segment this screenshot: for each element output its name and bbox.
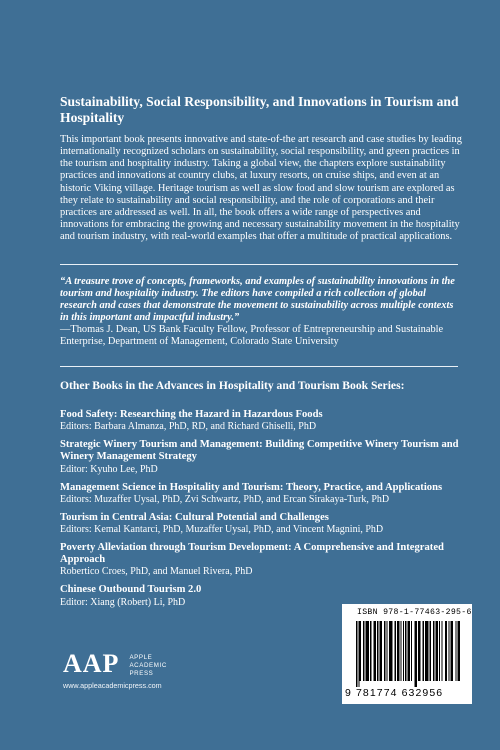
divider-top (60, 264, 458, 265)
endorsement-quote (60, 276, 462, 349)
barcode-bar (415, 621, 416, 687)
barcode-bar (367, 621, 369, 681)
barcode-bar (375, 621, 376, 681)
barcode-bar (403, 621, 404, 681)
publisher-logo-mark (63, 649, 167, 678)
book-item-editors: Editor: Xiang (Robert) Li, PhD (60, 596, 186, 608)
barcode-bar (437, 621, 439, 681)
barcode-bar (458, 621, 460, 681)
publisher-name-line3: PRESS (129, 670, 154, 677)
book-item (60, 542, 462, 578)
book-title: Sustainability, Social Responsibility, and Innovations in Tourism and Hospitality (60, 94, 459, 125)
barcode-bar (380, 621, 381, 681)
endorsement-attribution: —Thomas J. Dean, US Bank Faculty Fellow, Professor of Entrepreneurship and Sustainable Enterprise, Department of Management, Colorado State University (60, 324, 444, 348)
book-item-editors: Editor: Kyuho Lee, PhD (60, 463, 158, 475)
publisher-name-line2: ACADEMIC (129, 662, 167, 669)
series-heading: Other Books in the Advances in Hospitality and Tourism Book Series: (60, 379, 405, 392)
barcode-bar (459, 621, 460, 681)
barcode-bar (411, 621, 412, 681)
barcode-bar (436, 621, 437, 681)
barcode-bar (446, 621, 447, 681)
barcode-bar (445, 621, 446, 681)
book-item (60, 439, 462, 475)
book-item-title: Tourism in Central Asia: Cultural Potential and Challenges (60, 511, 329, 523)
book-item-editors: Editors: Kemal Kantarci, PhD, Muzaffer Uysal, PhD, and Vincent Magnini, PhD (60, 524, 384, 536)
book-item-title: Chinese Outbound Tourism 2.0 (60, 584, 202, 596)
book-item-editors: Editors: Muzaffer Uysal, PhD, Zvi Schwartz, PhD, and Ercan Sirakaya-Turk, PhD (60, 493, 390, 505)
barcode-bar (356, 621, 358, 687)
barcode-bar (360, 621, 362, 681)
publisher-name-line1: APPLE (129, 654, 153, 661)
barcode-bar (419, 621, 421, 681)
book-item (60, 409, 462, 433)
barcode-bar (439, 621, 440, 681)
barcode-bar (359, 621, 360, 687)
book-item (60, 512, 462, 536)
barcode-bar (405, 621, 407, 681)
book-item-editors: Editors: Barbara Almanza, PhD, RD, and Richard Ghiselli, PhD (60, 421, 317, 433)
barcode-bar (408, 621, 409, 681)
publisher-logo (63, 649, 167, 690)
barcode-bar (425, 621, 426, 681)
barcode-bar (409, 621, 411, 681)
book-item-title: Management Science in Hospitality and Tourism: Theory, Practice, and Applications (60, 481, 443, 493)
barcode-bar (428, 621, 429, 681)
barcode-bar (426, 621, 428, 681)
barcode-bar (398, 621, 400, 681)
book-item-title: Poverty Alleviation through Tourism Development: A Comprehensive and Integrated Approach (60, 542, 444, 566)
barcode-bar (368, 621, 369, 681)
barcode-bar (423, 621, 425, 681)
barcode-bar (449, 621, 450, 681)
endorsement-text: “A treasure trove of concepts, frameworks, and examples of sustainability innovations in the tourism and hospitality industry. The editors have compiled a rich collection of global research and cases that demonstrate the movement to sustainability across multiple contexts in this important and impactful industry.” (60, 276, 455, 324)
barcode-bar (452, 621, 453, 681)
isbn-barcode-box (342, 604, 472, 704)
barcode-bar (416, 621, 418, 687)
book-item-title: Food Safety: Researching the Hazard in Hazardous Foods (60, 409, 323, 420)
barcode-bar (387, 621, 388, 681)
barcode-bar (363, 621, 365, 681)
barcode-bar (381, 621, 383, 681)
barcode-bar (418, 621, 419, 681)
barcode-bar (366, 621, 367, 681)
barcode-bar (433, 621, 435, 681)
barcode-bar (401, 621, 402, 681)
barcode-bar (391, 621, 393, 681)
barcode-bar (370, 621, 372, 681)
book-list (60, 409, 462, 615)
divider-bottom (60, 366, 458, 367)
publisher-url[interactable]: www.appleacademicpress.com (63, 681, 162, 690)
barcode-bar (395, 621, 397, 681)
isbn-label: ISBN 978-1-77463-295-6 (357, 608, 472, 617)
barcode-icon (356, 621, 460, 687)
barcode-bar (442, 621, 443, 681)
barcode-bar (456, 621, 457, 681)
barcode-bar (377, 621, 379, 681)
barcode-bar (451, 621, 453, 681)
publisher-logo-letters: AAP (63, 649, 120, 678)
publisher-name (129, 654, 166, 678)
isbn-digits: 9 781774 632956 (345, 687, 444, 699)
barcode-bar (430, 621, 432, 681)
book-item (60, 482, 462, 506)
book-item-title: Strategic Winery Tourism and Management: Building Competitive Winery Tourism and Winery Management Strategy (60, 439, 459, 463)
barcode-bar (384, 621, 386, 681)
barcode-bar (374, 621, 376, 681)
book-description: This important book presents innovative and state-of-the art research and case studies by leading internationally recognized scholars on sustainability, social responsibility, and green practices in the tourism and hospitality industry. Taking a global view, the chapters explore sustainability practices and innovations at country clubs, at luxury resorts, on cruise ships, and even at an historic Viking village. Heritage tourism as well as slow food and slow tourism are explored as they relate to sustainability and social responsibility, and the role of corporations and their practices are addressed as well. In all, the book offers a wide range of perspectives and innovations for embracing the growing and necessary sustainability movement in the hospitality and tourism industry, with real-world examples that offer a multitude of practical applications. (60, 134, 462, 243)
book-item-editors: Robertico Croes, PhD, and Manuel Rivera, PhD (60, 566, 253, 578)
barcode-bar (397, 621, 398, 681)
barcode-bar (390, 621, 391, 681)
barcode-bar (389, 621, 390, 681)
